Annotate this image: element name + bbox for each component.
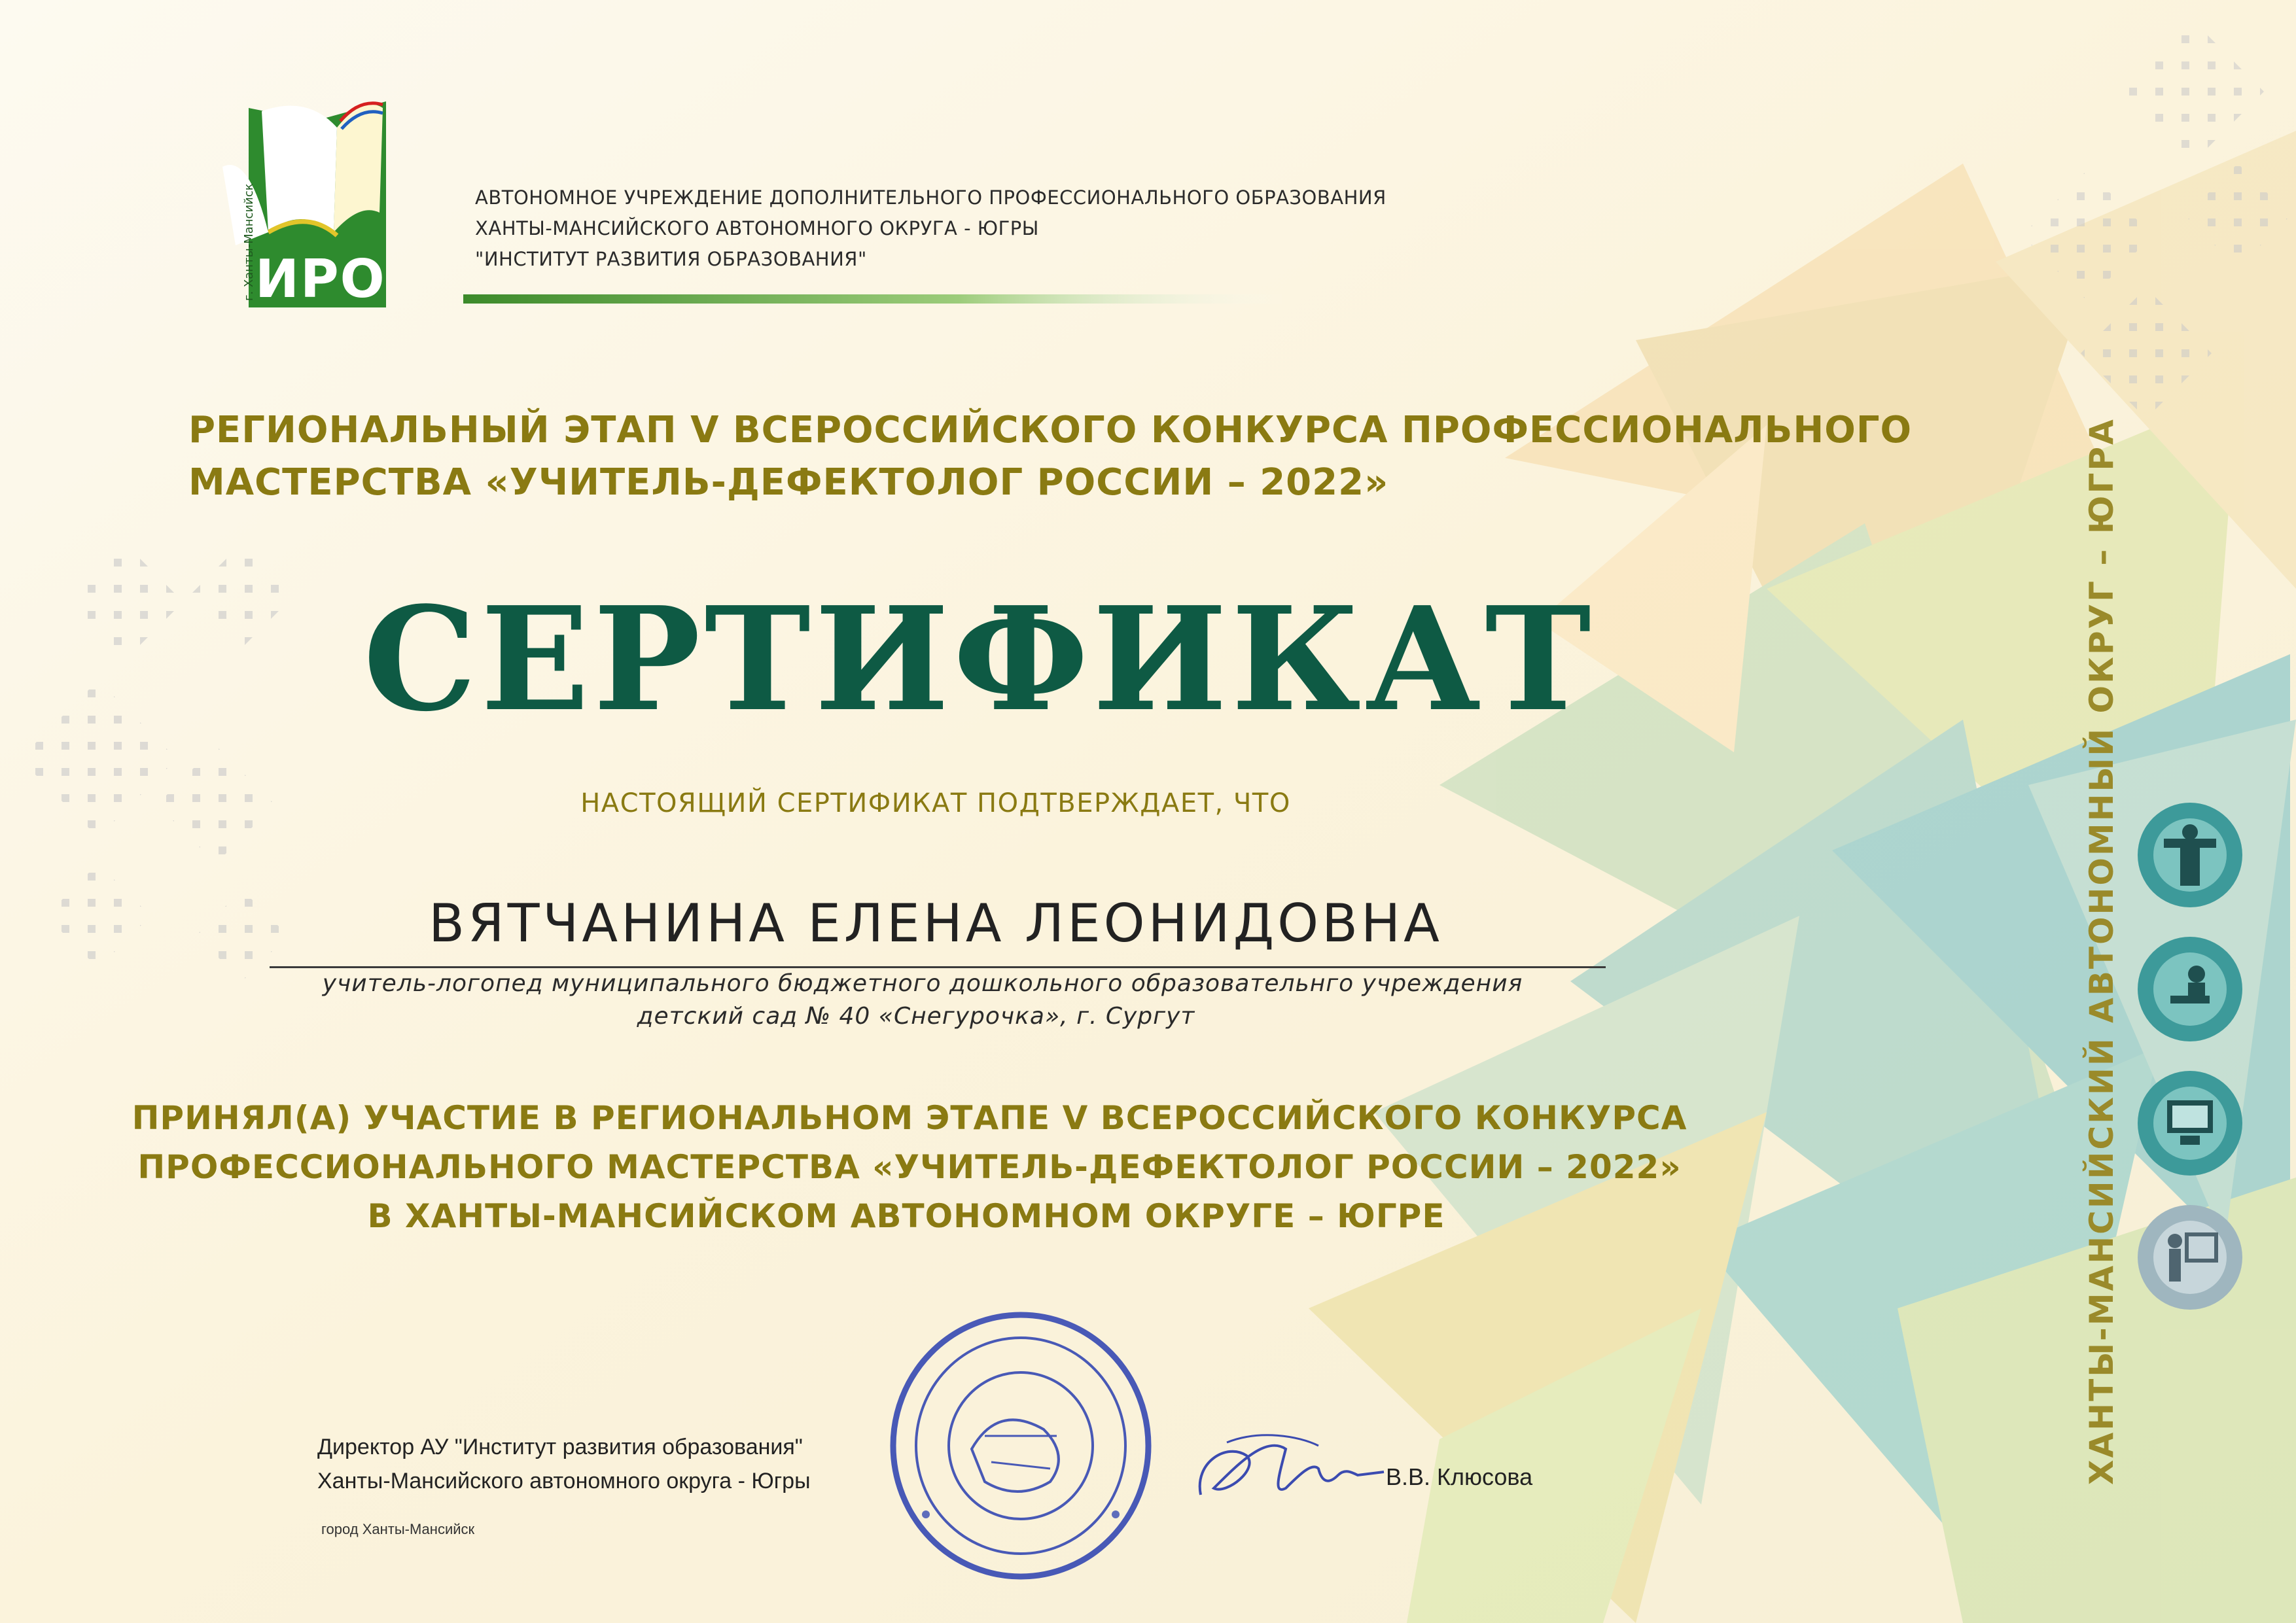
participation-line3: В ХАНТЫ-МАНСИЙСКОМ АВТОНОМНОМ ОКРУГЕ – ЮГРЕ — [367, 1197, 1445, 1235]
logo-abbr: ИРО — [255, 249, 386, 309]
teacher-desk-icon — [2134, 934, 2246, 1045]
logo-city-caption: г. Ханты-Мансийск — [242, 183, 256, 301]
side-vertical-text: ХАНТЫ-МАНСИЙСКИЙ АВТОНОМНЫЙ ОКРУГ – ЮГРА — [2083, 417, 2121, 1485]
presentation-board-icon — [2134, 1202, 2246, 1313]
official-stamp — [887, 1305, 1155, 1593]
recipient-position-line2: детский сад № 40 «Снегурочка», г. Сургут — [637, 1003, 1195, 1030]
participation-line1: ПРИНЯЛ(А) УЧАСТИЕ В РЕГИОНАЛЬНОМ ЭТАПЕ V ВСЕРОССИЙСКОГО КОНКУРСА — [132, 1099, 1687, 1137]
confirm-text: НАСТОЯЩИЙ СЕРТИФИКАТ ПОДТВЕРЖДАЕТ, ЧТО — [580, 788, 1291, 818]
certificate-title: СЕРТИФИКАТ — [363, 576, 1595, 743]
iro-logo — [196, 82, 438, 307]
org-name-line1: АВТОНОМНОЕ УЧРЕЖДЕНИЕ ДОПОЛНИТЕЛЬНОГО ПРОФЕССИОНАЛЬНОГО ОБРАЗОВАНИЯ — [475, 186, 1386, 209]
recipient-position-line1: учитель-логопед муниципального бюджетного дошкольного образовательнго учреждения — [322, 970, 1523, 997]
signer-name: В.В. Клюсова — [1386, 1463, 1533, 1490]
handwritten-signature — [1188, 1423, 1397, 1514]
name-underline — [270, 966, 1606, 968]
recipient-name: ВЯТЧАНИНА ЕЛЕНА ЛЕОНИДОВНА — [429, 893, 1443, 954]
org-name-line3: "ИНСТИТУТ РАЗВИТИЯ ОБРАЗОВАНИЯ" — [475, 248, 867, 270]
teachers-group-icon — [2134, 799, 2246, 911]
computer-icon — [2134, 1068, 2246, 1179]
director-title-line2: Ханты-Мансийского автономного округа - Югры — [317, 1469, 811, 1493]
event-title-line1: РЕГИОНАЛЬНЫЙ ЭТАП V ВСЕРОССИЙСКОГО КОНКУРСА ПРОФЕССИОНАЛЬНОГО — [188, 409, 1913, 451]
city-caption: город Ханты-Мансийск — [321, 1521, 475, 1537]
org-name-line2: ХАНТЫ-МАНСИЙСКОГО АВТОНОМНОГО ОКРУГА - ЮГРЫ — [475, 217, 1039, 239]
participation-line2: ПРОФЕССИОНАЛЬНОГО МАСТЕРСТВА «УЧИТЕЛЬ-ДЕФЕКТОЛОГ РОССИИ – 2022» — [137, 1148, 1682, 1186]
director-title-line1: Директор АУ "Институт развития образования" — [317, 1435, 803, 1459]
event-title-line2: МАСТЕРСТВА «УЧИТЕЛЬ-ДЕФЕКТОЛОГ РОССИИ – 2022» — [188, 461, 1389, 504]
